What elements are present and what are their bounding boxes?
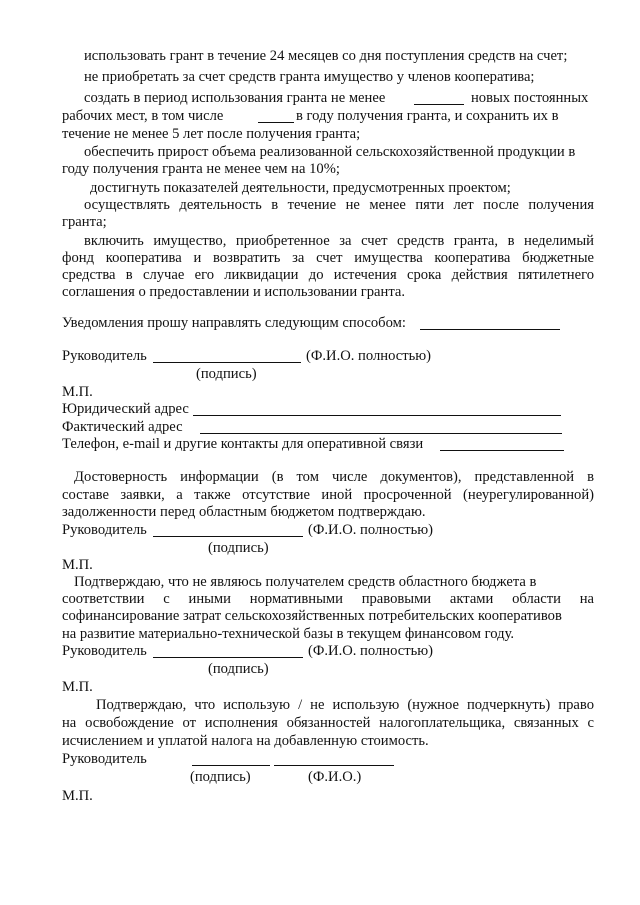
obligation-jobs-line2-b: в году получения гранта, и сохранить их в: [296, 108, 559, 124]
vat-line1: Подтверждаю, что использую / не использую (нужное подчеркнуть) право: [96, 697, 594, 713]
signature-blank-4[interactable]: [192, 753, 270, 766]
jobs-first-year-blank[interactable]: [258, 110, 294, 123]
head-label-4: Руководитель: [62, 751, 147, 767]
name-blank-4[interactable]: [274, 753, 394, 766]
vat-line2: на освобождение от исполнения обязанностей налогоплательщика, связанных с: [62, 715, 594, 731]
reliability-line3: задолженности перед областным бюджетом подтверждаю.: [62, 504, 426, 520]
contacts-blank[interactable]: [440, 438, 564, 451]
obligation-use-grant: использовать грант в течение 24 месяцев со дня поступления средств на счет;: [84, 48, 568, 64]
legal-address-blank[interactable]: [193, 403, 561, 416]
obligation-include-line1: включить имущество, приобретенное за счет средств гранта, в неделимый: [84, 233, 594, 249]
obligation-no-purchase: не приобретать за счет средств гранта имущество у членов кооператива;: [84, 69, 535, 85]
obligation-include-line2: фонд кооператива и возвратить за счет имущества кооператива бюджетные: [62, 250, 594, 266]
obligation-growth-line1: обеспечить прирост объема реализованной сельскохозяйственной продукции в: [84, 144, 576, 160]
sign-note-2: (подпись): [208, 540, 269, 556]
obligation-include-line4: соглашения о предоставлении и использовании гранта.: [62, 284, 406, 300]
fio-note-3: (Ф.И.О. полностью): [308, 643, 434, 659]
vat-line3: исчислением и уплатой налога на добавленную стоимость.: [62, 733, 429, 749]
head-name-blank-2[interactable]: [153, 524, 303, 537]
obligation-indicators: достигнуть показателей деятельности, предусмотренных проектом;: [90, 180, 511, 196]
fio-note-2: (Ф.И.О. полностью): [308, 522, 434, 538]
obligation-jobs-line3: течение не менее 5 лет после получения гранта;: [62, 126, 361, 142]
jobs-count-blank[interactable]: [414, 92, 464, 105]
head-label-3: Руководитель: [62, 643, 147, 659]
obligation-activity-line2: гранта;: [62, 214, 107, 230]
sign-note-3: (подпись): [208, 661, 269, 677]
obligation-jobs-line2-a: рабочих мест, в том числе: [62, 108, 224, 124]
sign-note-4: (подпись): [190, 769, 251, 785]
legal-address-label: Юридический адрес: [62, 401, 189, 417]
obligation-jobs-line1-b: новых постоянных: [471, 90, 589, 106]
obligation-activity-line1: осуществлять деятельность в течение не менее пяти лет после получения: [84, 197, 594, 213]
sign-note: (подпись): [196, 366, 257, 382]
head-name-blank-3[interactable]: [153, 645, 303, 658]
obligation-growth-line2: году получения гранта не менее чем на 10%;: [62, 161, 340, 177]
contacts-label: Телефон, e-mail и другие контакты для оперативной связи: [62, 436, 424, 452]
reliability-line2: составе заявки, а также отсутствие иной просроченной (неурегулированной): [62, 487, 594, 503]
not-recipient-line4: на развитие материально-технической базы в текущем финансовом году.: [62, 626, 515, 642]
stamp-place-3: М.П.: [62, 679, 93, 695]
stamp-place-2: М.П.: [62, 557, 93, 573]
notify-label: Уведомления прошу направлять следующим способом:: [62, 315, 406, 331]
not-recipient-line2: соответствии с иными нормативными правовыми актами области на: [62, 591, 594, 607]
stamp-place-4: М.П.: [62, 788, 93, 804]
not-recipient-line1: Подтверждаю, что не являюсь получателем средств областного бюджета в: [74, 574, 537, 590]
not-recipient-line3: софинансирование затрат сельскохозяйственных потребительских кооперативов: [62, 608, 562, 624]
obligation-jobs-line1-a: создать в период использования гранта не менее: [84, 90, 386, 106]
obligation-include-line3: средства в случае его ликвидации до истечения срока действия пятилетнего: [62, 267, 594, 283]
fio-note-4: (Ф.И.О.): [308, 769, 362, 785]
fio-note: (Ф.И.О. полностью): [306, 348, 432, 364]
head-label-2: Руководитель: [62, 522, 147, 538]
reliability-line1: Достоверность информации (в том числе документов), представленной в: [74, 469, 594, 485]
head-name-blank[interactable]: [153, 350, 301, 363]
actual-address-blank[interactable]: [200, 421, 562, 434]
notify-method-blank[interactable]: [420, 317, 560, 330]
head-label: Руководитель: [62, 348, 147, 364]
actual-address-label: Фактический адрес: [62, 419, 183, 435]
stamp-place: М.П.: [62, 384, 93, 400]
